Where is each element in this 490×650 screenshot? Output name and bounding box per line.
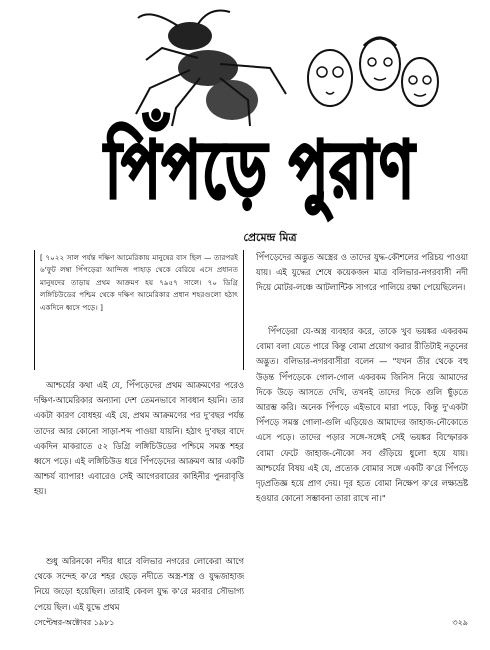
page-title: পিঁপড়ে পুরাণ (104, 124, 416, 216)
footer-date: সেপ্টেম্বর-অক্টোবর ১৯৮১ (34, 618, 115, 627)
left-paragraph-2: শুধু অরিনকো নদীর ধারে বলিভার নগরের লোকেরা আগে থেকে সন্দেহ ক'রে শহর ছেড়ে নদীতে অস্ত্র-শস্ত্র ও যুদ্ধজাহাজ নিয়ে জড়ো হয়েছিল। তারাই কেবল যুদ্ধ ক'রে মরবার সৌভাগ্য পেয়ে ছিল। এই যুদ্ধে প্রথম (34, 556, 244, 612)
author-name: প্রেমেন্দ্র মিত্র (243, 231, 297, 244)
right-paragraph-1: পিঁপড়েদের অদ্ভুত অস্ত্রের ও তাদের যুদ্ধ-কৌশলের পরিচয় পাওয়া যায়। এই যুদ্ধের শেষে কয়েকজন মাত্র বলিভার-নগরবাসী নদী দিয়ে মোটর-লঞ্চে আটলান্টিক সাগরে পালিয়ে রক্ষা পেয়েছিলেন। (256, 252, 468, 293)
face-3 (402, 58, 438, 106)
face-2 (360, 38, 400, 90)
right-column (256, 250, 468, 614)
page-number: ৩২৯ (452, 618, 468, 627)
left-column (34, 250, 244, 650)
intro-box: [ ৭০২২ সাল পর্যন্ত দক্ষিণ আমেরিকায় মানুষের বাস ছিল — তারপরই ৬'ফুট লম্বা পিঁপড়েরা আন্দিজ পাহাড় থেকে বেরিয়ে এসে প্রধানত মানুষদের তাড়ায় প্রথম আক্রমণ হয় ৭৯৫৭ সালে। ৭০ ডিগ্রি লঙ্গিচিউডের পশ্চিম থেকে দক্ষিণ আমেরিকার প্রধান শহরগুলো হঠাৎ একদিনে ধ্বসে পড়ে। ] (34, 250, 244, 370)
right-paragraph-2: পিঁপড়েরা যে-অস্ত্র ব্যবহার করে, তাকে খুব ভয়ঙ্কর একরকম বোমা বলা যেতে পারে কিন্তু বোমা প্রয়োগ করার রীতিটাই নতুনের অদ্ভুত। বলিভার-নগরবাসীরা বলেন — "যখন তীর থেকে বহু উড়ন্ত পিঁপড়েকে গোল-গোল একরকম জিনিস নিয়ে আমাদের দিকে উড়ে আসতে দেখি, তখনই তাদের দিকে গুলি ছুঁড়তে আরম্ভ করি। অনেক পিঁপড়ে এইভাবে মারা পড়ে, কিন্তু দু'একটা পিঁপড়ে সমস্ত গোলা-গুলি এড়িয়েও আমাদের জাহাজ-নৌকোতে এসে পড়ে। তাদের পড়ার সঙ্গে-সঙ্গেই সেই ভয়ঙ্কর বিস্ফোরক বোমা ফেটে জাহাজ-নৌকো সব গুঁড়িয়ে ধুলো হয়ে যায়। আশ্চর্যের বিষয় এই যে, প্রত্যেক বোমার সঙ্গে একটি ক'রে পিঁপড়ে দৃঢ়প্রতিজ্ঞ হয়ে প্রাণ দেয়। দূর হতে বোমা নিক্ষেপ ক'রে লক্ষ্যভ্রষ্ট হওয়ার কোনো সম্ভাবনা তারা রাখে না।" (256, 326, 468, 504)
face-1 (308, 50, 352, 106)
left-paragraph-1: আশ্চর্যের কথা এই যে, পিঁপড়েদের প্রথম আক্রমণের পরেও দক্ষিণ-আমেরিকার অন্যান্য দেশ তেমনভাবে সাবধান হয়নি। তার একটা কারণ বোধহয় এই যে, প্রথম আক্রমণের পর দু'বছর পর্যন্ত তাদের আর কোনো সাড়া-শব্দ পাওয়া যায়নি। হঠাৎ দু'বছর বাদে একদিন মাকরাতে ৫২ ডিগ্রি লঙ্গিচিউডের পশ্চিমে সমস্ত শহর ধ্বসে পড়ে। এই লঙ্গিচিউড ধরে পিঁপড়েদের আক্রমণ আর একটি আশ্চর্য ব্যাপার! এবারেও সেই আগেরবারের কাহিনীর পুনরাবৃত্তি হয়। (34, 380, 244, 497)
